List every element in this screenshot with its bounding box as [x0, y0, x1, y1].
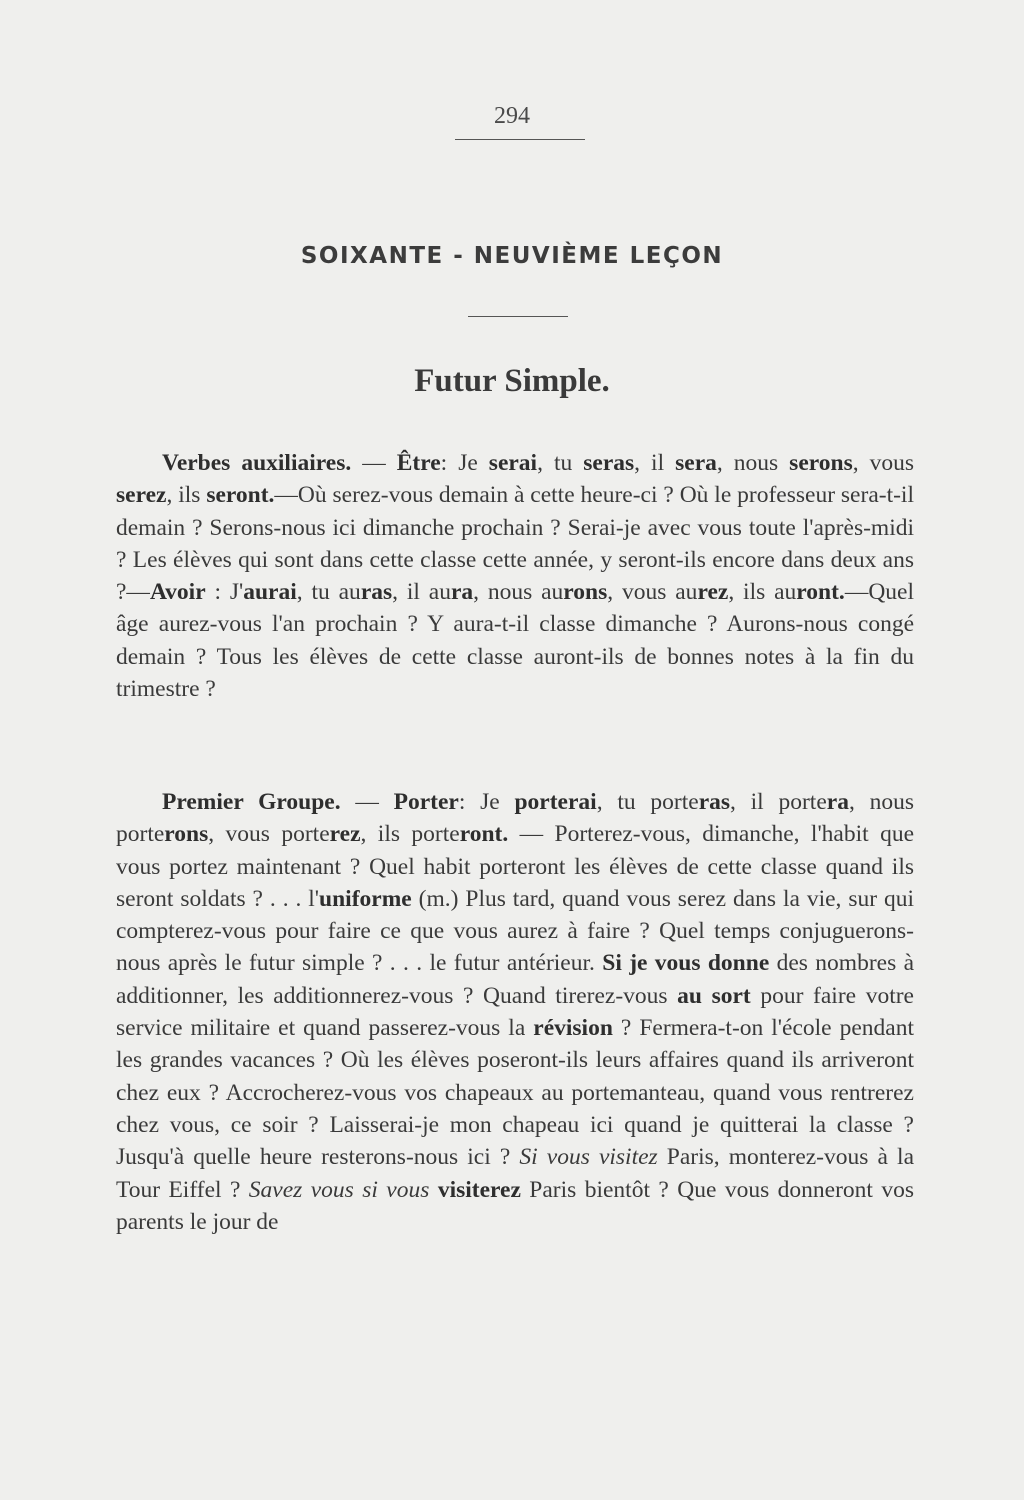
text-run: , nous [716, 450, 790, 476]
text-run: , tu au [296, 579, 361, 606]
text-run: , ils porte [360, 821, 460, 848]
text-run: ? Fermera-t-on l'école pendant les grandes vacances ? Où les élèves poseront-ils leurs affaires quand ils arriveront chez eux ? Accrocherez-vous vos chapeaux au portemanteau, quand vous rentrerez chez vous, ce soir ? Laisserai-je mon chapeau ici quand je quitterai la classe ? Jusqu'à quelle heure resterons-nous ici ? [116, 1015, 914, 1171]
text-run: des nombres à additionner, les additionnerez-vous ? Quand tirerez-vous [116, 950, 914, 1009]
bold-text-run: ras [360, 579, 393, 606]
text-run: Paris, monterez-vous à la Tour Eiffel ? [116, 1144, 914, 1203]
text-run: , nous porte [116, 789, 914, 848]
bold-text-run: serez [116, 482, 167, 509]
text-run: , ils au [728, 579, 797, 606]
paragraph-text [116, 786, 914, 1238]
bold-text-run: rez [329, 821, 361, 848]
bold-text-run: révision [533, 1015, 613, 1042]
text-run: —Quel âge aurez-vous l'an prochain ? Y aura-t-il classe dimanche ? Aurons-nous congé demain ? Tous les élèves de cette classe auront-ils de bonnes notes à la fin du trimestre ? [116, 579, 914, 703]
text-run: , vous [852, 450, 914, 476]
bold-text-run: ront. [796, 579, 845, 606]
bold-text-run: uniforme [319, 885, 412, 912]
text-run: , vous porte [208, 821, 330, 848]
bold-text-run: Porter [393, 789, 459, 815]
top-rule-divider [455, 139, 585, 140]
text-run: , tu [537, 450, 584, 476]
text-run: , il au [392, 579, 451, 606]
paragraph-premier-groupe [116, 786, 914, 1238]
bold-text-run: ras [698, 789, 731, 815]
text-run: , il porte [730, 789, 827, 815]
bold-text-run: porterai [514, 789, 597, 815]
bold-text-run: rons [164, 821, 209, 848]
text-run [429, 1177, 437, 1203]
bold-text-run: rez [697, 579, 729, 606]
text-run: , ils [166, 482, 207, 509]
text-run: Paris bientôt ? Que vous donneront vos parents le jour de [116, 1176, 914, 1235]
bold-text-run: rons [563, 579, 608, 606]
bold-text-run: serai [488, 450, 538, 476]
bold-text-run: Premier Groupe. [162, 789, 341, 815]
bold-text-run: ra [450, 579, 474, 606]
text-run: — Porterez-vous, dimanche, l'habit que vous portez maintenant ? Quel habit porteront les élèves de cette classe quand ils seront soldats ? . . . l' [116, 821, 915, 912]
bold-text-run: visiterez [437, 1176, 521, 1203]
bold-text-run: sera [675, 450, 717, 476]
text-run: — [351, 450, 397, 476]
bold-text-run: serons [789, 450, 853, 476]
bold-text-run: aurai [243, 579, 297, 606]
middle-rule-divider [468, 316, 568, 317]
text-run: —Où serez-vous demain à cette heure-ci ? Où le professeur sera-t-il demain ? Serons-nous ici dimanche prochain ? Serai-je avec vous toute l'après-midi ? Les élèves qui sont dans cette classe cette année, y seront-ils encore dans deux ans ?— [116, 482, 914, 606]
lesson-title: SOIXANTE - NEUVIÈME LEÇON [300, 243, 724, 269]
paragraph-verbes-auxiliaires [116, 447, 914, 705]
page-number: 294 [494, 103, 530, 129]
text-run: — [340, 789, 394, 815]
text-run: , tu porte [596, 789, 699, 815]
text-run: : Je [440, 450, 489, 476]
text-run: , vous au [607, 579, 698, 606]
bold-text-run: Si je vous donne [602, 950, 770, 977]
bold-text-run: ra [826, 789, 849, 815]
bold-text-run: Être [396, 450, 441, 476]
bold-text-run: seras [583, 450, 635, 476]
bold-text-run: ront. [459, 821, 509, 848]
section-title: Futur Simple. [414, 363, 610, 399]
bold-text-run: Avoir [149, 579, 206, 606]
text-run: , il [634, 450, 676, 476]
text-run: : Je [458, 789, 515, 815]
bold-text-run: seront. [206, 482, 275, 509]
text-run: , nous au [473, 579, 564, 606]
text-run: (m.) Plus tard, quand vous serez dans la vie, sur qui compterez-vous pour faire ce que vous aurez à faire ? Quel temps conjuguerons-nous après le futur simple ? . . . le futur antérieur. [116, 885, 915, 977]
text-run: pour faire votre service militaire et quand passerez-vous la [116, 982, 914, 1042]
paragraph-text [116, 447, 914, 705]
italic-text-run: Savez vous si vous [248, 1176, 430, 1203]
bold-text-run: Verbes auxiliaires. [162, 450, 352, 476]
text-run: : J' [205, 579, 244, 606]
italic-text-run: Si vous visitez [519, 1144, 658, 1171]
bold-text-run: au sort [677, 982, 751, 1009]
